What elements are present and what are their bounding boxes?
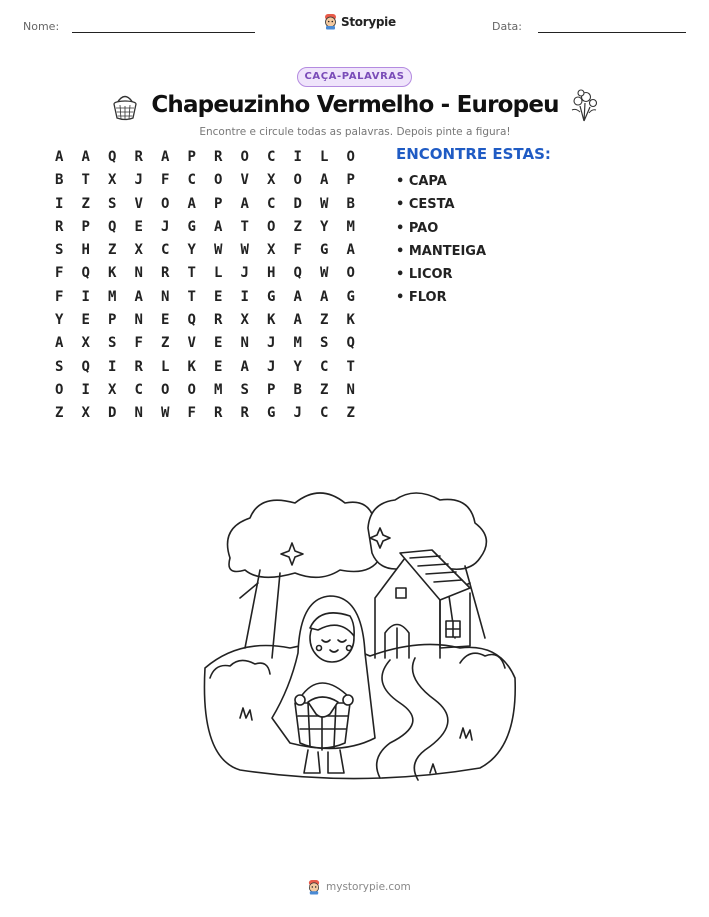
grid-cell[interactable]: P xyxy=(214,195,223,212)
grid-cell[interactable]: J xyxy=(293,405,302,422)
grid-cell[interactable]: S xyxy=(240,381,249,398)
header xyxy=(0,0,709,50)
grid-cell[interactable]: C xyxy=(267,195,276,212)
grid-cell[interactable]: R xyxy=(214,312,223,329)
grid-cell[interactable]: E xyxy=(214,288,223,305)
instructions: Encontre e circule todas as palavras. Depois pinte a figura! xyxy=(199,126,511,138)
grid-cell[interactable]: N xyxy=(134,265,143,282)
grid-cell[interactable]: X xyxy=(267,172,276,189)
grid-cell[interactable]: P xyxy=(108,312,117,329)
grid-cell[interactable]: Y xyxy=(55,312,64,329)
grid-cell[interactable]: E xyxy=(214,358,223,375)
grid-cell[interactable]: Z xyxy=(293,218,302,235)
grid-cell[interactable]: V xyxy=(187,335,196,352)
grid-cell[interactable]: O xyxy=(55,381,64,398)
grid-cell[interactable]: J xyxy=(161,218,170,235)
grid-cell[interactable]: Q xyxy=(81,358,90,375)
grid-cell[interactable]: W xyxy=(320,195,329,212)
grid-cell[interactable]: H xyxy=(81,242,90,259)
grid-cell[interactable]: O xyxy=(240,149,249,165)
grid-cell[interactable]: V xyxy=(134,195,143,212)
grid-cell[interactable]: N xyxy=(161,288,170,305)
grid-cell[interactable]: Z xyxy=(320,312,329,329)
grid-cell[interactable]: Q xyxy=(293,265,302,282)
grid-cell[interactable]: F xyxy=(134,335,143,352)
grid-cell[interactable]: M xyxy=(346,218,355,235)
grid-cell[interactable]: A xyxy=(214,218,223,235)
grid-cell[interactable]: B xyxy=(346,195,355,212)
grid-cell[interactable]: K xyxy=(267,312,276,329)
grid-cell[interactable]: I xyxy=(108,358,117,375)
grid-cell[interactable]: L xyxy=(161,358,170,375)
grid-cell[interactable]: F xyxy=(187,405,196,422)
grid-cell[interactable]: I xyxy=(240,288,249,305)
grid-cell[interactable]: I xyxy=(81,288,90,305)
word-list-item: • CAPA xyxy=(396,174,447,189)
grid-cell[interactable]: Z xyxy=(320,381,329,398)
grid-cell[interactable]: T xyxy=(81,172,90,189)
grid-cell[interactable]: Q xyxy=(346,335,355,352)
grid-cell[interactable]: F xyxy=(55,288,64,305)
grid-cell[interactable]: X xyxy=(240,312,249,329)
grid-cell[interactable]: P xyxy=(346,172,355,189)
grid-cell[interactable]: Z xyxy=(161,335,170,352)
grid-cell[interactable]: W xyxy=(214,242,223,259)
grid-cell[interactable]: W xyxy=(161,405,170,422)
grid-cell[interactable]: P xyxy=(81,218,90,235)
grid-cell[interactable]: X xyxy=(108,381,117,398)
grid-cell[interactable]: Z xyxy=(346,405,355,422)
grid-cell[interactable]: C xyxy=(187,172,196,189)
grid-cell[interactable]: I xyxy=(81,381,90,398)
grid-cell[interactable]: G xyxy=(320,242,329,259)
word-list-item: • CESTA xyxy=(396,197,455,213)
grid-cell[interactable]: N xyxy=(134,312,143,329)
grid-cell[interactable]: E xyxy=(81,312,90,329)
grid-cell[interactable]: O xyxy=(161,195,170,212)
word-list xyxy=(396,170,486,310)
grid-cell[interactable]: S xyxy=(55,358,64,375)
grid-cell[interactable]: S xyxy=(320,335,329,352)
grid-cell[interactable]: F xyxy=(161,172,170,189)
grid-cell[interactable]: Y xyxy=(320,218,329,235)
grid-cell[interactable]: N xyxy=(346,381,355,398)
grid-cell[interactable]: Z xyxy=(81,195,90,212)
grid-cell[interactable]: Q xyxy=(81,265,90,282)
grid-cell[interactable]: Y xyxy=(187,242,196,259)
grid-cell[interactable]: Y xyxy=(293,358,302,375)
grid-cell[interactable]: S xyxy=(108,335,117,352)
grid-cell[interactable]: A xyxy=(293,312,302,329)
page-title: Chapeuzinho Vermelho - Europeu xyxy=(151,92,559,118)
word-list-title: ENCONTRE ESTAS: xyxy=(396,145,551,163)
grid-cell[interactable]: V xyxy=(240,172,249,189)
grid-cell[interactable]: L xyxy=(320,149,329,165)
grid-cell[interactable]: A xyxy=(55,149,64,165)
grid-cell[interactable]: E xyxy=(214,335,223,352)
grid-cell[interactable]: E xyxy=(134,218,143,235)
grid-cell[interactable]: J xyxy=(240,265,249,282)
grid-cell[interactable]: A xyxy=(293,288,302,305)
grid-cell[interactable]: A xyxy=(161,149,170,165)
grid-cell[interactable]: C xyxy=(320,405,329,422)
grid-cell[interactable]: O xyxy=(161,381,170,398)
grid-cell[interactable]: O xyxy=(346,265,355,282)
date-label: Data: xyxy=(492,20,522,33)
grid-cell[interactable]: C xyxy=(161,242,170,259)
storypie-mascot-icon xyxy=(323,13,338,30)
red-riding-hood-coloring-icon xyxy=(200,488,520,788)
grid-cell[interactable]: S xyxy=(108,195,117,212)
grid-cell[interactable]: I xyxy=(55,195,64,212)
grid-cell[interactable]: R xyxy=(134,149,143,165)
grid-cell[interactable]: R xyxy=(55,218,64,235)
footer-site-link[interactable]: mystorypie.com xyxy=(326,881,411,893)
word-list-item: • LICOR xyxy=(396,267,453,283)
grid-cell[interactable]: D xyxy=(293,195,302,212)
grid-cell[interactable]: O xyxy=(267,218,276,235)
grid-cell[interactable]: G xyxy=(346,288,355,305)
grid-cell[interactable]: A xyxy=(240,195,249,212)
grid-cell[interactable]: C xyxy=(134,381,143,398)
grid-cell[interactable]: A xyxy=(346,242,355,259)
grid-cell[interactable]: E xyxy=(161,312,170,329)
grid-cell[interactable]: O xyxy=(214,172,223,189)
grid-cell[interactable]: F xyxy=(293,242,302,259)
word-search-grid[interactable] xyxy=(46,146,364,426)
grid-cell[interactable]: A xyxy=(320,172,329,189)
grid-cell[interactable]: G xyxy=(187,218,196,235)
grid-cell[interactable]: W xyxy=(240,242,249,259)
brand-name: Storypie xyxy=(341,14,396,29)
grid-cell[interactable]: S xyxy=(55,242,64,259)
grid-cell[interactable]: Q xyxy=(187,312,196,329)
grid-cell[interactable]: M xyxy=(293,335,302,352)
grid-cell[interactable]: R xyxy=(214,405,223,422)
word-list-item: • PAO xyxy=(396,220,439,236)
grid-cell[interactable]: B xyxy=(293,381,302,398)
grid-cell[interactable]: O xyxy=(346,149,355,165)
grid-cell[interactable]: N xyxy=(240,335,249,352)
word-list-item: • MANTEIGA xyxy=(396,243,487,259)
storypie-mascot-icon xyxy=(307,879,321,895)
grid-cell[interactable]: R xyxy=(134,358,143,375)
grid-cell[interactable]: W xyxy=(320,265,329,282)
grid-cell[interactable]: X xyxy=(267,242,276,259)
grid-cell[interactable]: H xyxy=(267,265,276,282)
grid-cell[interactable]: Q xyxy=(108,218,117,235)
grid-cell[interactable]: X xyxy=(134,242,143,259)
date-field-line[interactable] xyxy=(538,32,686,33)
flower-bouquet-icon xyxy=(568,88,600,122)
grid-cell[interactable]: Z xyxy=(108,242,117,259)
grid-cell[interactable]: T xyxy=(240,218,249,235)
grid-cell[interactable]: G xyxy=(267,288,276,305)
footer xyxy=(307,879,411,895)
word-list-item: • FLOR xyxy=(396,290,447,306)
basket-icon xyxy=(110,90,140,122)
grid-cell[interactable]: X xyxy=(81,405,90,422)
grid-cell[interactable]: A xyxy=(55,335,64,352)
grid-cell[interactable]: P xyxy=(267,381,276,398)
grid-cell[interactable]: F xyxy=(55,265,64,282)
grid-cell[interactable]: K xyxy=(108,265,117,282)
grid-cell[interactable]: A xyxy=(134,288,143,305)
grid-cell[interactable]: K xyxy=(346,312,355,329)
grid-cell[interactable]: A xyxy=(81,149,90,165)
grid-cell[interactable]: X xyxy=(108,172,117,189)
grid-cell[interactable]: P xyxy=(187,149,196,165)
grid-cell[interactable]: M xyxy=(108,288,117,305)
grid-cell[interactable]: T xyxy=(187,288,196,305)
grid-cell[interactable]: K xyxy=(187,358,196,375)
name-field-line[interactable] xyxy=(72,32,255,33)
grid-cell[interactable]: X xyxy=(81,335,90,352)
grid-cell[interactable]: O xyxy=(293,172,302,189)
grid-cell[interactable]: A xyxy=(187,195,196,212)
grid-cell[interactable]: O xyxy=(187,381,196,398)
grid-cell[interactable]: J xyxy=(267,358,276,375)
name-label: Nome: xyxy=(23,20,60,33)
grid-cell[interactable]: A xyxy=(240,358,249,375)
category-badge: CAÇA-PALAVRAS xyxy=(297,67,412,87)
grid-cell[interactable]: B xyxy=(55,172,64,189)
grid-cell[interactable]: G xyxy=(267,405,276,422)
grid-cell[interactable]: T xyxy=(187,265,196,282)
brand-logo xyxy=(323,13,396,30)
grid-cell[interactable]: C xyxy=(267,149,276,165)
grid-cell[interactable]: C xyxy=(320,358,329,375)
grid-cell[interactable]: Z xyxy=(55,405,64,422)
grid-cell[interactable]: A xyxy=(320,288,329,305)
grid-cell[interactable]: I xyxy=(293,149,302,165)
grid-cell[interactable]: R xyxy=(214,149,223,165)
grid-cell[interactable]: Q xyxy=(108,149,117,165)
grid-cell[interactable]: J xyxy=(134,172,143,189)
grid-cell[interactable]: N xyxy=(134,405,143,422)
grid-cell[interactable]: L xyxy=(214,265,223,282)
grid-cell[interactable]: T xyxy=(346,358,355,375)
grid-cell[interactable]: R xyxy=(161,265,170,282)
grid-cell[interactable]: J xyxy=(267,335,276,352)
grid-cell[interactable]: D xyxy=(108,405,117,422)
grid-cell[interactable]: R xyxy=(240,405,249,422)
grid-cell[interactable]: M xyxy=(214,381,223,398)
